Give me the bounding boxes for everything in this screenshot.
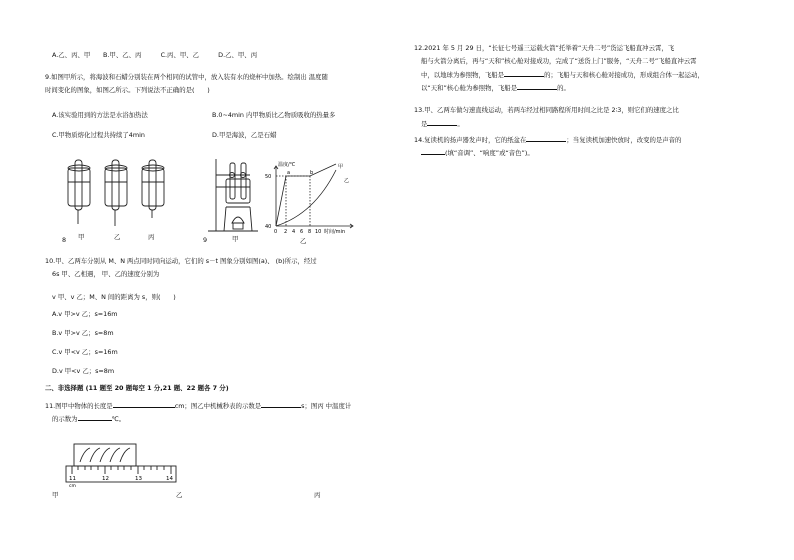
section-2-heading: 二、非选择题 (11 题至 20 题每空 1 分,21 题、22 题各 7 分) <box>45 384 229 392</box>
q12-line2: 船与火箭分离后，再与“天和”核心舱对接成功，完成了“送货上门”服务，“天舟二号”飞船直冲云霄 <box>421 57 697 65</box>
q12-line3-part-a: 中，以地球为参照物，飞船是 <box>421 71 505 79</box>
fig9-ytick-50: 50 <box>265 174 272 180</box>
q14-line2 <box>421 148 534 157</box>
q10-stem-line2: 6s 甲、乙相遇， 甲、乙的速度分别为 <box>52 270 160 278</box>
fig9-xtick-6: 6 <box>300 229 304 235</box>
q12-line4 <box>421 83 570 92</box>
q11-blank-thermometer[interactable] <box>78 414 112 421</box>
fig9-series-jia: 甲 <box>338 164 344 170</box>
q9-stem-line1: 9.如图甲所示，将海波和石蜡分别装在两个相同的试管中，放入装有水的烧杯中加热。绘制出 温度随 <box>45 73 328 81</box>
fig9-xlabel: 时间/min <box>324 229 346 235</box>
q13-line2-part-b: 。 <box>457 120 464 128</box>
fig9-xtick-10: 10 <box>315 229 322 235</box>
fig8-label-bing: 丙 <box>148 233 155 241</box>
q13-line2 <box>421 119 464 128</box>
q10-option-b: B.v 甲>v 乙；s=8m <box>52 329 114 337</box>
q9-option-c: C.甲物质熔化过程共持续了4min <box>52 131 145 139</box>
ruler-tick-11: 11 <box>69 476 76 482</box>
q9-option-b: B.0~4min 内甲物质比乙物质吸收的热量多 <box>212 111 336 119</box>
ruler-tick-12: 12 <box>102 476 109 482</box>
fig9-ylabel: 温度/℃ <box>278 162 296 168</box>
q12-line4-part-b: 的。 <box>557 84 570 92</box>
q13-line2-part-a: 是 <box>421 120 428 128</box>
q12-line4-part-a: 以“天和”核心舱为参照物，飞船是 <box>421 84 518 92</box>
figure-11-ruler <box>60 440 180 490</box>
fig8-number: 8 <box>62 236 67 244</box>
fig11-label-yi: 乙 <box>176 491 183 499</box>
figure-8-test-tubes <box>58 156 188 242</box>
fig9-series-yi: 乙 <box>344 178 350 184</box>
q11-blank-length[interactable] <box>113 401 175 408</box>
q14-line2-part-a: (填“音调”、“响度”或“音色”)。 <box>445 149 534 157</box>
q11-blank-stopwatch[interactable] <box>261 401 301 408</box>
fig9-ytick-40: 40 <box>265 224 272 230</box>
q13-line1: 13.甲、乙两车做匀速直线运动，若两车经过相同路程所用时间之比是 2∶3，则它们的速度之比 <box>414 106 679 114</box>
q11-part-b: cm；图乙中机械秒表的示数是 <box>174 402 262 410</box>
fig9-xtick-0: 0 <box>274 229 278 235</box>
q14-line1-part-b: ；当复读机加速快放时，改变的是声音的 <box>566 136 682 144</box>
q11-part-d: 的示数为 <box>52 415 78 423</box>
ruler-tick-14: 14 <box>166 476 173 482</box>
q11-part-e: ℃。 <box>111 415 126 423</box>
q10-option-a: A.v 甲>v 乙；s=16m <box>52 310 118 318</box>
fig9-point-b: b <box>310 170 314 176</box>
fig8-label-jia: 甲 <box>78 233 85 241</box>
q10-option-c: C.v 甲<v 乙；s=16m <box>52 348 118 356</box>
q14-blank-2[interactable] <box>421 148 445 155</box>
q9-option-a: A.该实验用到的方法是水浴加热法 <box>52 111 148 119</box>
fig9-xtick-8: 8 <box>308 229 312 235</box>
fig11-label-jia: 甲 <box>52 491 59 499</box>
q14-line1-part-a: 14.复读机的扬声器发声时，它的纸盆在 <box>414 136 527 144</box>
q10-stem-line3: v 甲、v 乙；M、N 间的距离为 s，则( ) <box>52 293 176 301</box>
fig11-label-bing: 丙 <box>314 491 321 499</box>
q12-blank-2[interactable] <box>517 83 557 90</box>
q14-blank-1[interactable] <box>526 135 566 142</box>
fig9-label-yi: 乙 <box>300 237 307 245</box>
q12-line3 <box>421 70 704 79</box>
figure-9-graph <box>262 160 362 240</box>
fig9-label-jia: 甲 <box>232 235 239 243</box>
q12-blank-1[interactable] <box>504 70 544 77</box>
q12-line3-part-b: 的；飞船与天和核心舱对接成功，形成组合体一起运动， <box>544 71 704 79</box>
q9-option-d: D.甲是海波，乙是石蜡 <box>212 131 277 139</box>
q11-line1 <box>45 401 351 410</box>
q9-stem-line2: 时间变化的图象，如图乙所示。下列说法不正确的是( ) <box>45 86 210 94</box>
q11-part-c: s；图丙 中温度计 <box>301 402 352 410</box>
ruler-tick-13: 13 <box>135 476 142 482</box>
q12-line1: 12.2021 年 5 月 29 日，“长征七号遥三运载火箭”托举着“天舟二号”货运飞船直冲云霄，飞 <box>414 44 675 52</box>
q14-line1 <box>414 135 681 144</box>
q11-line2 <box>52 414 125 423</box>
q13-blank[interactable] <box>427 119 457 126</box>
q7-options: A.乙、丙、甲 B.甲、乙、丙 C.丙、甲、乙 D.乙、甲、丙 <box>52 51 258 59</box>
fig9-number: 9 <box>203 236 208 244</box>
fig9-xtick-2: 2 <box>284 229 288 235</box>
ruler-unit: cm <box>69 484 76 489</box>
fig9-point-a: a <box>287 170 291 176</box>
q10-option-d: D.v 甲<v 乙；s=8m <box>52 367 115 375</box>
fig9-xtick-4: 4 <box>292 229 296 235</box>
figure-9-apparatus <box>206 157 262 239</box>
fig8-label-yi: 乙 <box>114 233 121 241</box>
q11-part-a: 11.图甲中物体的长度是 <box>45 402 113 410</box>
q10-stem-line1: 10.甲、乙两车分别从 M、N 两点同时同向运动，它们的 s－t 图象分别如图(a)、 (b)所示，经过 <box>45 257 317 265</box>
